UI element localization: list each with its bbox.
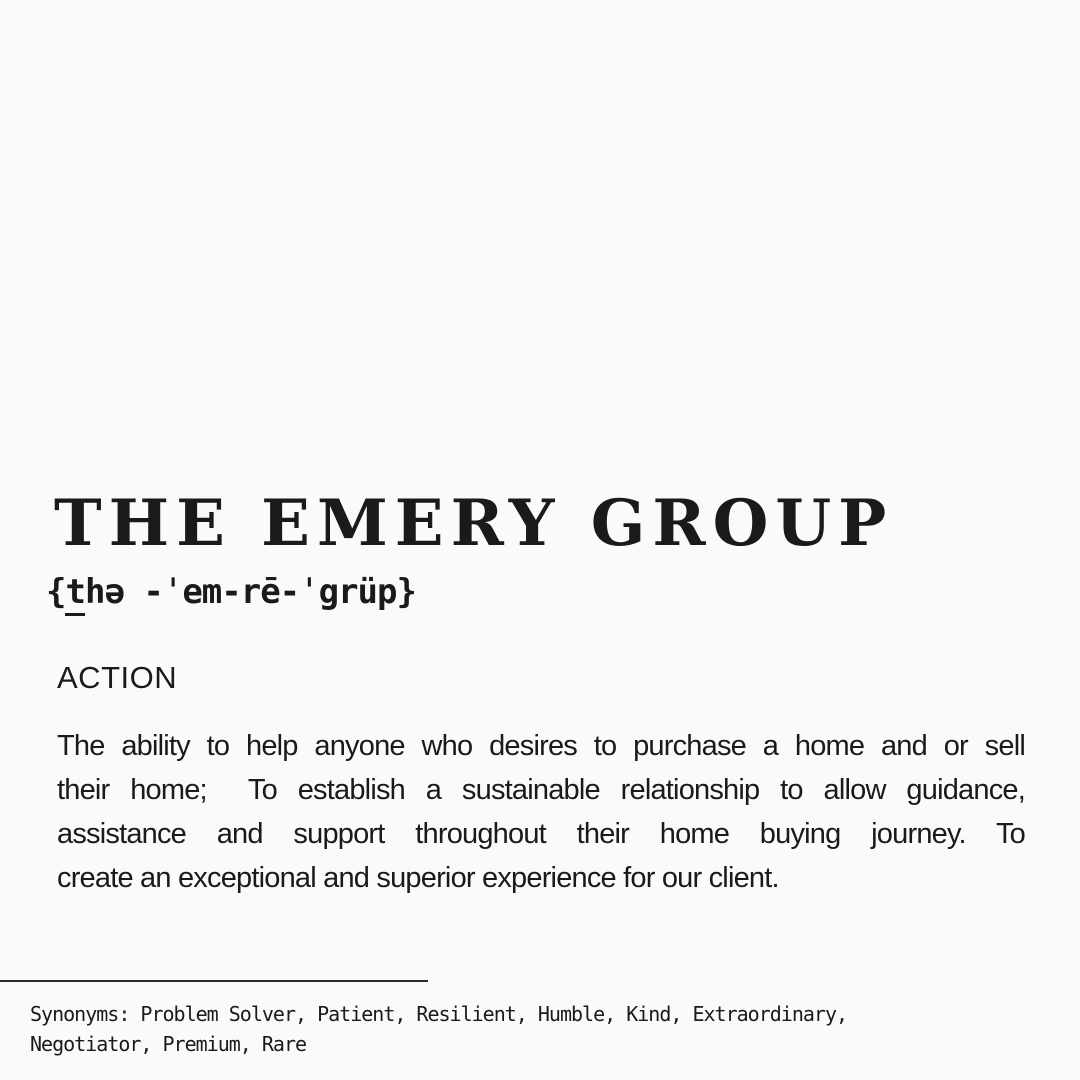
synonyms-block — [30, 999, 847, 1059]
page-title: THE EMERY GROUP — [54, 486, 894, 561]
pronunciation-open-brace: { — [46, 572, 66, 612]
definition-line: create an exceptional and superior experience for our client. — [57, 862, 779, 894]
definition-line: The ability to help anyone who desires to purchase a home and or sell — [57, 730, 1025, 762]
synonyms-line: Negotiator, Premium, Rare — [30, 1032, 307, 1056]
pronunciation-text — [46, 566, 416, 618]
part-of-speech-label: ACTION — [57, 660, 178, 695]
synonyms-line: Synonyms: Problem Solver, Patient, Resilient, Humble, Kind, Extraordinary, — [30, 1002, 848, 1026]
definition-line: assistance and support throughout their home buying journey. To — [57, 818, 1025, 850]
pronunciation-rest: hə -ˈem-rē-ˈgrüp} — [84, 572, 416, 612]
pronunciation-underlined-t: t — [65, 572, 84, 616]
definition-line: their home; To establish a sustainable relationship to allow guidance, — [57, 774, 1025, 806]
divider-line — [0, 980, 428, 982]
definition-paragraph — [57, 724, 1025, 900]
